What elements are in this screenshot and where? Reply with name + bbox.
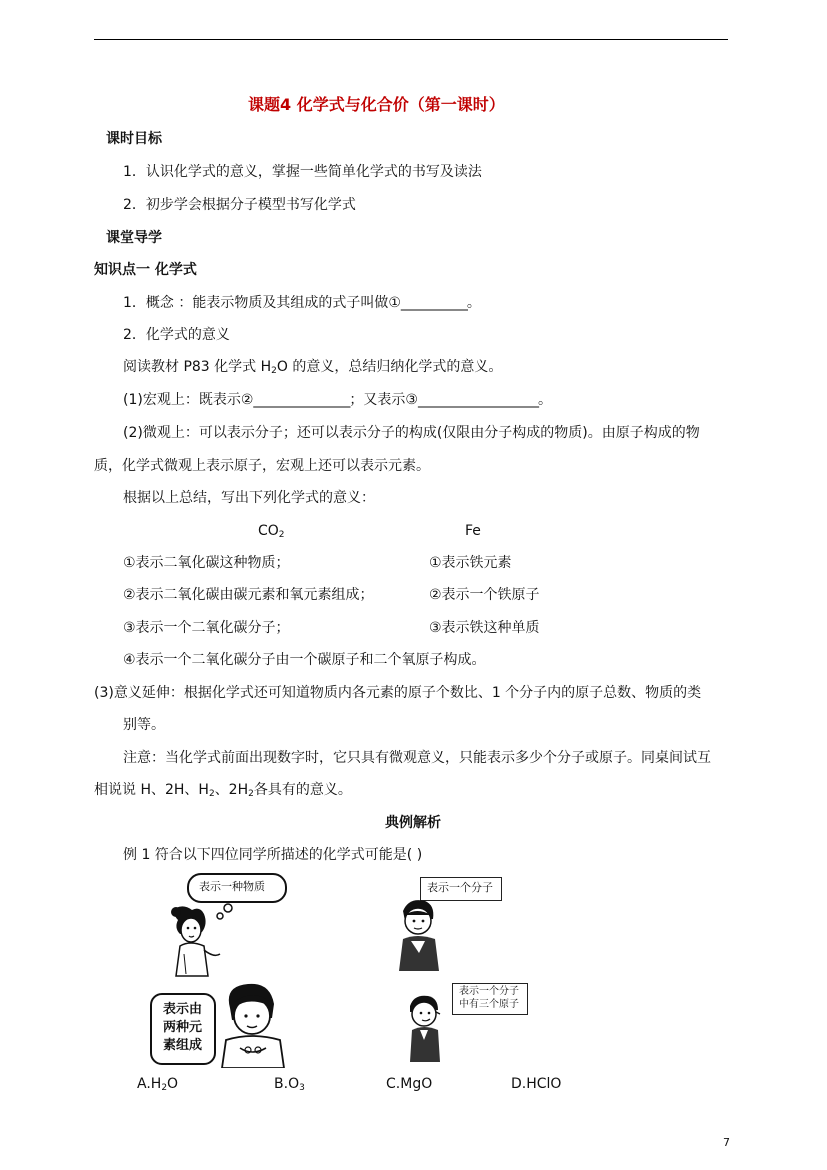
option-d-formula: HClO [526,1076,562,1092]
boy2-bubble-line-1: 表示由 [163,1002,203,1017]
macro-blank-2: ________________ [253,392,350,408]
note-part-b: 、2H [214,782,249,798]
boy2-bubble-line-3: 素组成 [163,1038,203,1053]
summary-line: 根据以上总结，写出下列化学式的意义： [123,490,375,506]
option-b [274,1075,305,1093]
macro-end: 。 [537,392,552,408]
option-a-subscript: 2 [161,1083,168,1093]
objective-item-1: 1．认识化学式的意义，掌握一些简单化学式的书写及读法 [123,164,482,180]
note-sub-1: 2 [208,789,215,799]
concept-end: 。 [466,295,481,311]
macro-mid: ；又表示③ [349,392,418,408]
concept-prefix: 1．概念 ：能表示物质及其组成的式子叫做① [123,295,401,311]
concept-line [123,294,481,312]
guide-heading: 课堂导学 [106,230,162,246]
example-heading: 典例解析 [385,815,441,831]
macro-blank-3: ____________________ [417,392,538,408]
boy3-bubble-line-1: 表示一个分子 [459,986,519,997]
co2-main: CO [258,523,279,539]
option-d-letter: D. [511,1076,527,1092]
objectives-heading: 课时目标 [106,131,162,147]
option-a-letter: A. [137,1076,151,1092]
header-rule [94,39,728,40]
boy1-figure-icon [395,893,465,973]
option-a-tail: O [167,1076,179,1092]
concept-blank: ___________ [400,295,467,311]
option-b-subscript: 3 [299,1083,305,1093]
option-c-letter: C. [386,1076,401,1092]
fe-meaning-2: ②表示一个铁原子 [429,587,540,603]
read-line [123,358,502,376]
co2-meaning-2: ②表示二氧化碳由碳元素和氧元素组成； [123,587,374,603]
fe-meaning-3: ③表示铁这种单质 [429,620,540,636]
meaning-heading: 2．化学式的意义 [123,327,230,343]
example-question: 例 1 符合以下四位同学所描述的化学式可能是( ) [123,847,423,863]
page-number: 7 [723,1136,730,1149]
micro-line-1: (2)微观上：可以表示分子；还可以表示分子的构成(仅限由分子构成的物质)。由原子构成的物 [123,425,700,441]
option-a-formula: H [150,1076,162,1092]
girl-figure-icon [170,898,250,978]
knowledge-point-heading: 知识点一 化学式 [94,262,197,278]
option-c [386,1075,432,1093]
formula-fe: Fe [465,523,481,539]
extension-line-2: 别等。 [123,717,165,733]
formula-co2 [258,522,285,540]
note-line-1: 注意：当化学式前面出现数字时，它只具有微观意义，只能表示多少个分子或原子。同桌间试互 [123,750,711,766]
read-suffix: O 的意义，总结归纳化学式的意义。 [276,359,503,375]
co2-subscript: 2 [278,530,285,540]
boy2-figure-icon [214,978,304,1068]
boy2-bubble-line-2: 两种元 [163,1020,203,1035]
co2-meaning-4: ④表示一个二氧化碳分子由一个碳原子和二个氧原子构成。 [123,652,486,668]
note-sub-2: 2 [248,789,254,799]
option-c-formula: MgO [400,1076,433,1092]
micro-line-2: 质，化学式微观上表示原子，宏观上还可以表示元素。 [94,458,430,474]
boy1-bubble-text: 表示一个分子 [427,881,493,894]
note-part-c: 各具有的意义。 [253,782,352,798]
fe-meaning-1: ①表示铁元素 [429,555,512,571]
note-line-2 [94,781,352,799]
macro-line [123,391,552,409]
extension-line-1: (3)意义延伸：根据化学式还可知道物质内各元素的原子个数比、1 个分子内的原子总数、物质的类 [94,685,702,701]
macro-prefix: (1)宏观上：既表示② [123,392,254,408]
co2-meaning-3: ③表示一个二氧化碳分子； [123,620,290,636]
co2-meaning-1: ①表示二氧化碳这种物质； [123,555,290,571]
option-b-formula: O [288,1076,300,1092]
page-title: 课题4 化学式与化合价（第一课时） [248,95,505,114]
boy3-figure-icon [400,992,460,1062]
option-a [137,1075,178,1093]
girl-bubble-text: 表示一种物质 [199,880,265,893]
read-prefix: 阅读教材 P83 化学式 H [123,359,272,375]
note-part-a: 相说说 H、2H、H [94,782,209,798]
read-subscript: 2 [271,366,277,376]
boy3-bubble-line-2: 中有三个原子 [459,999,519,1010]
option-d [511,1075,561,1093]
option-b-letter: B. [274,1076,289,1092]
objective-item-2: 2．初步学会根据分子模型书写化学式 [123,197,356,213]
